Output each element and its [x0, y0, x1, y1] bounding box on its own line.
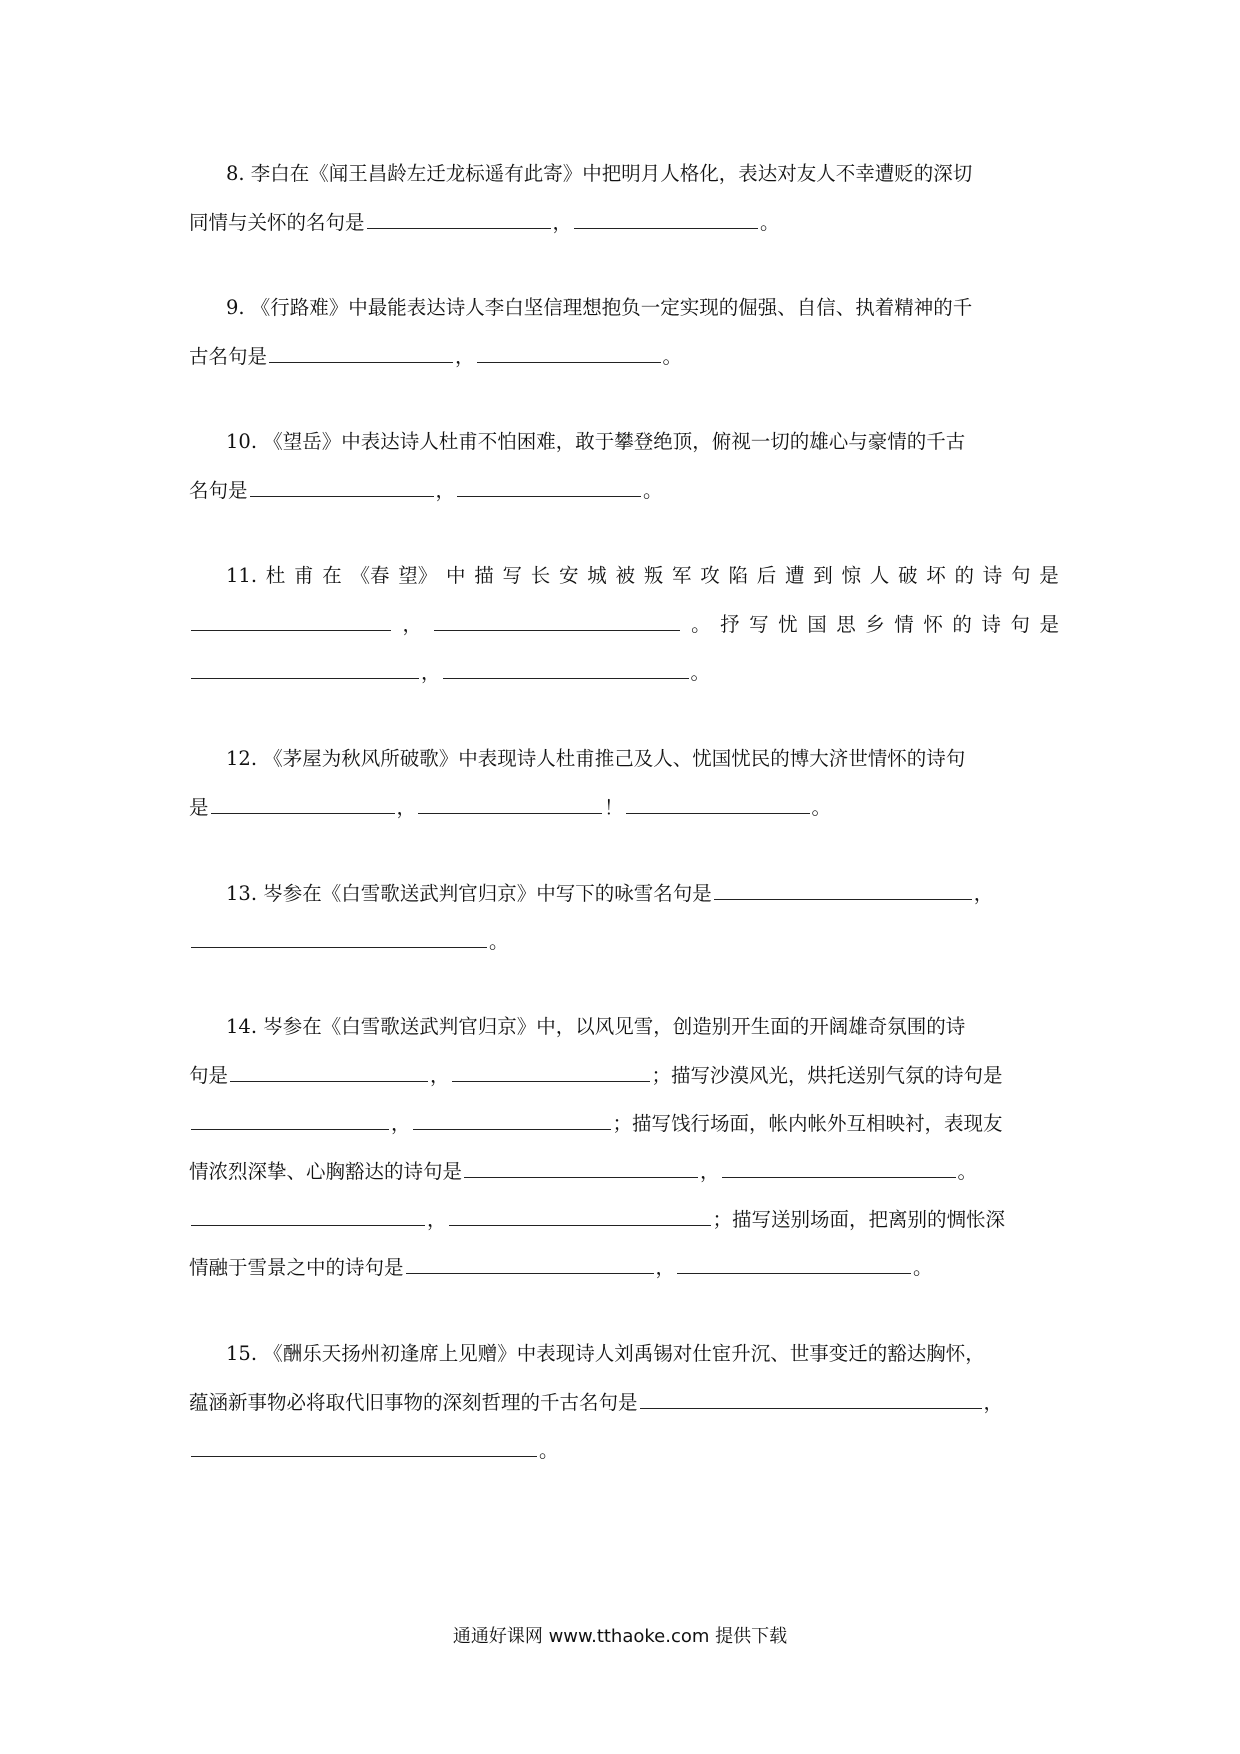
answer-blank[interactable] [449, 1199, 711, 1226]
answer-blank[interactable] [250, 470, 434, 497]
answer-blank[interactable] [722, 1151, 956, 1178]
q11-answer-line-1: ， 。 抒 写 忧 国 思 乡 情 怀 的 诗 句 是 [189, 604, 1059, 644]
answer-blank[interactable] [406, 1247, 654, 1274]
q11-text: 11. 杜 甫 在 《春 望》 中 描 写 长 安 城 被 叛 军 攻 陷 后 遭 到 惊 人 破 坏 的 诗 句 是 [226, 564, 1059, 587]
answer-blank[interactable] [269, 336, 453, 363]
q14-line-2: 句是 ， ；描写沙漠风光，烘托送别气氛的诗句是 [189, 1055, 1059, 1095]
answer-blank[interactable] [477, 336, 661, 363]
answer-blank[interactable] [714, 873, 972, 900]
answer-blank[interactable] [457, 470, 641, 497]
answer-blank[interactable] [574, 202, 758, 229]
q15-line-2: 蕴涵新事物必将取代旧事物的深刻哲理的千古名句是 ， [189, 1382, 1059, 1422]
answer-blank[interactable] [640, 1382, 982, 1409]
q14-text: 14. 岑参在《白雪歌送武判官归京》中，以风见雪，创造别开生面的开阔雄奇氛围的诗 [226, 1015, 966, 1038]
q14-line-4: 情浓烈深挚、心胸豁达的诗句是 ， 。 [189, 1151, 1059, 1191]
answer-blank[interactable] [413, 1103, 611, 1130]
q15-line-3: 。 [189, 1430, 1059, 1470]
q11-answer-line-2: ， 。 [189, 652, 1059, 692]
answer-blank[interactable] [230, 1055, 428, 1082]
q8-answer-line: 同情与关怀的名句是 ， 。 [189, 202, 1059, 242]
q12-answer-line: 是 ， ！ 。 [189, 787, 1059, 827]
q14-line-6: 情融于雪景之中的诗句是 ， 。 [189, 1247, 1059, 1287]
q14-line-5: ， ；描写送别场面，把离别的惆怅深 [189, 1199, 1059, 1239]
q13-text: 13. 岑参在《白雪歌送武判官归京》中写下的咏雪名句是 ， [226, 873, 1059, 913]
q13-answer-line: 。 [189, 921, 1059, 961]
answer-blank[interactable] [443, 652, 689, 679]
answer-blank[interactable] [211, 787, 395, 814]
answer-blank[interactable] [418, 787, 602, 814]
q15-text: 15. 《酬乐天扬州初逢席上见赠》中表现诗人刘禹锡对仕宦升沉、世事变迁的豁达胸怀， [226, 1342, 985, 1365]
answer-blank[interactable] [191, 1103, 389, 1130]
answer-blank[interactable] [191, 921, 487, 948]
q10-text: 10. 《望岳》中表达诗人杜甫不怕困难，敢于攀登绝顶，俯视一切的雄心与豪情的千古 [226, 430, 966, 453]
page-footer: 通通好课网 www.tthaoke.com 提供下载 [452, 1626, 788, 1647]
answer-blank[interactable] [191, 652, 419, 679]
q9-answer-line: 古名句是 ， 。 [189, 336, 1059, 376]
answer-blank[interactable] [191, 1430, 537, 1457]
q10-answer-line: 名句是 ， 。 [189, 470, 1059, 510]
q8-text: 8. 李白在《闻王昌龄左迁龙标遥有此寄》中把明月人格化，表达对友人不幸遭贬的深切 [226, 162, 973, 185]
answer-blank[interactable] [626, 787, 810, 814]
answer-blank[interactable] [367, 202, 551, 229]
answer-blank[interactable] [191, 1199, 425, 1226]
answer-blank[interactable] [677, 1247, 911, 1274]
answer-blank[interactable] [464, 1151, 698, 1178]
q12-text: 12. 《茅屋为秋风所破歌》中表现诗人杜甫推己及人、忧国忧民的博大济世情怀的诗句 [226, 747, 966, 770]
q14-line-3: ， ；描写饯行场面，帐内帐外互相映衬，表现友 [189, 1103, 1059, 1143]
answer-blank[interactable] [452, 1055, 650, 1082]
answer-blank[interactable] [434, 604, 680, 631]
answer-blank[interactable] [191, 604, 391, 631]
q9-text: 9. 《行路难》中最能表达诗人李白坚信理想抱负一定实现的倔强、自信、执着精神的千 [226, 296, 973, 319]
